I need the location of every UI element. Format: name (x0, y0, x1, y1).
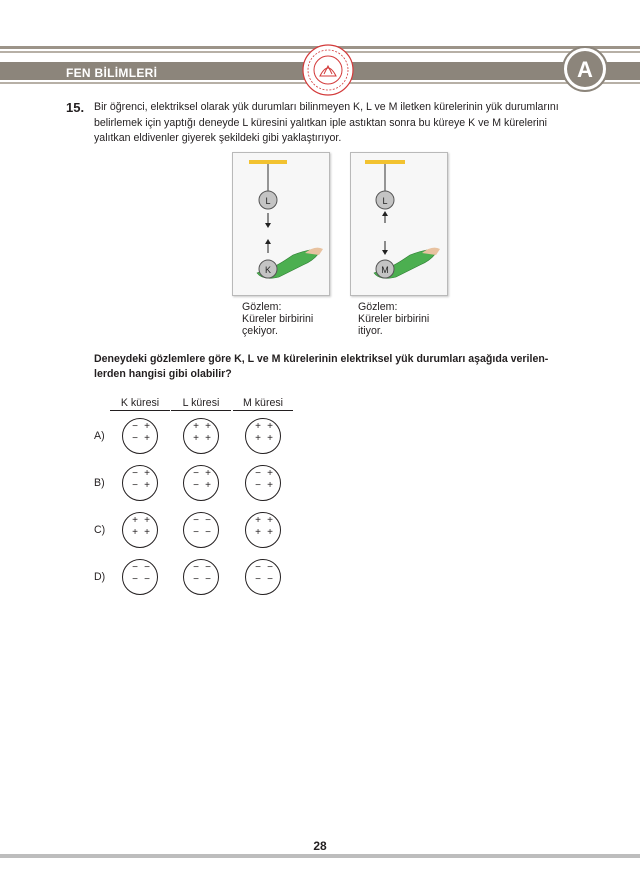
charge-sign: − (255, 468, 261, 479)
charge-sign: − (193, 515, 199, 526)
observation-line: Küreler birbirini (242, 313, 314, 325)
observation-2 (358, 301, 429, 337)
charge-sphere (122, 559, 158, 595)
question-text (94, 100, 604, 147)
column-header-l: L küresi (171, 397, 231, 411)
charge-sphere (183, 512, 219, 548)
charge-sign: + (255, 515, 261, 526)
charge-sign: − (144, 574, 150, 585)
sub-question-line: lerden hangisi gibi olabilir? (94, 368, 232, 380)
charge-sign: + (144, 468, 150, 479)
observation-line: çekiyor. (242, 325, 278, 337)
charge-sign: + (132, 527, 138, 538)
option-label[interactable]: B) (94, 477, 105, 489)
sub-question-line: Deneydeki gözlemlere göre K, L ve M kürelerinin elektriksel yük durumları aşağıda verilen- (94, 353, 549, 365)
charge-sign: + (144, 515, 150, 526)
charge-sign: + (205, 480, 211, 491)
charge-sign: + (267, 421, 273, 432)
charge-sign: − (132, 433, 138, 444)
charge-sign: − (255, 574, 261, 585)
charge-sphere (183, 559, 219, 595)
charge-sphere (122, 418, 158, 454)
observation-line: Gözlem: (242, 301, 282, 313)
charge-sign: − (193, 562, 199, 573)
arrow-head (265, 223, 271, 228)
charge-sign: + (255, 433, 261, 444)
charge-sphere (245, 559, 281, 595)
charge-sphere (245, 465, 281, 501)
arrow-head (382, 250, 388, 255)
ceiling-bar (365, 160, 405, 164)
charge-sign: − (193, 527, 199, 538)
booklet-badge (562, 46, 608, 92)
charge-sign: − (267, 562, 273, 573)
charge-sign: − (267, 574, 273, 585)
charge-sign: + (267, 515, 273, 526)
charge-sign: − (144, 562, 150, 573)
charge-sign: − (132, 468, 138, 479)
charge-sign: − (193, 468, 199, 479)
charge-sign: + (267, 468, 273, 479)
charge-sign: + (193, 421, 199, 432)
charge-sphere (122, 465, 158, 501)
arrow-head (265, 239, 271, 244)
charge-sign: + (267, 480, 273, 491)
charge-sphere (183, 418, 219, 454)
page-footer-bar (0, 854, 640, 858)
charge-sign: − (132, 421, 138, 432)
charge-sign: − (193, 574, 199, 585)
sub-question (94, 352, 594, 382)
charge-sign: + (255, 421, 261, 432)
question-line: Bir öğrenci, elektriksel olarak yük durumları bilinmeyen K, L ve M iletken kürelerinin yük durumlarını (94, 101, 559, 113)
arrow-head (382, 211, 388, 216)
charge-sign: − (255, 480, 261, 491)
charge-sphere (183, 465, 219, 501)
charge-sign: + (205, 433, 211, 444)
charge-sign: + (255, 527, 261, 538)
charge-sign: − (255, 562, 261, 573)
sphere-l-label: L (265, 196, 271, 206)
sphere-k-label: K (264, 265, 272, 275)
subject-label: FEN BİLİMLERİ (66, 66, 158, 80)
option-label[interactable]: D) (94, 571, 106, 583)
charge-sign: − (193, 480, 199, 491)
charge-sign: + (144, 421, 150, 432)
charge-sign: + (144, 527, 150, 538)
observation-line: Küreler birbirini (358, 313, 430, 325)
ministry-emblem-icon (302, 44, 354, 96)
charge-sign: − (205, 574, 211, 585)
charge-sphere (245, 512, 281, 548)
question-number: 15. (66, 100, 85, 115)
charge-sign: + (193, 433, 199, 444)
charge-sign: − (132, 562, 138, 573)
observation-line: itiyor. (358, 325, 383, 337)
sphere-m-label: M (381, 265, 389, 275)
option-label[interactable]: A) (94, 430, 105, 442)
experiment-figure-1 (232, 152, 330, 296)
booklet-letter: A (577, 57, 593, 82)
charge-sign: + (132, 515, 138, 526)
column-header-k: K küresi (110, 397, 170, 411)
option-label[interactable]: C) (94, 524, 106, 536)
charge-sign: + (267, 433, 273, 444)
charge-sign: + (144, 480, 150, 491)
charge-sign: − (205, 527, 211, 538)
observation-line: Gözlem: (358, 301, 398, 313)
charge-sign: + (205, 421, 211, 432)
charge-sign: − (205, 515, 211, 526)
column-header-m: M küresi (233, 397, 293, 411)
question-line: belirlemek için yaptığı deneyde L küresini yalıtkan iple astıktan sonra bu küreye K ve M kürelerini (94, 116, 548, 129)
charge-sign: − (205, 562, 211, 573)
charge-sign: + (144, 433, 150, 444)
charge-sign: − (132, 574, 138, 585)
sphere-l-label: L (382, 196, 388, 206)
question-line: yalıtkan eldivenler giyerek şekildeki gibi yaklaştırıyor. (94, 132, 342, 145)
experiment-figure-2 (350, 152, 448, 296)
charge-sign: + (205, 468, 211, 479)
page-number: 28 (313, 839, 327, 853)
charge-sphere (122, 512, 158, 548)
charge-sign: − (132, 480, 138, 491)
observation-1 (242, 301, 313, 337)
charge-sign: + (267, 527, 273, 538)
charge-sphere (245, 418, 281, 454)
ceiling-bar (249, 160, 287, 164)
